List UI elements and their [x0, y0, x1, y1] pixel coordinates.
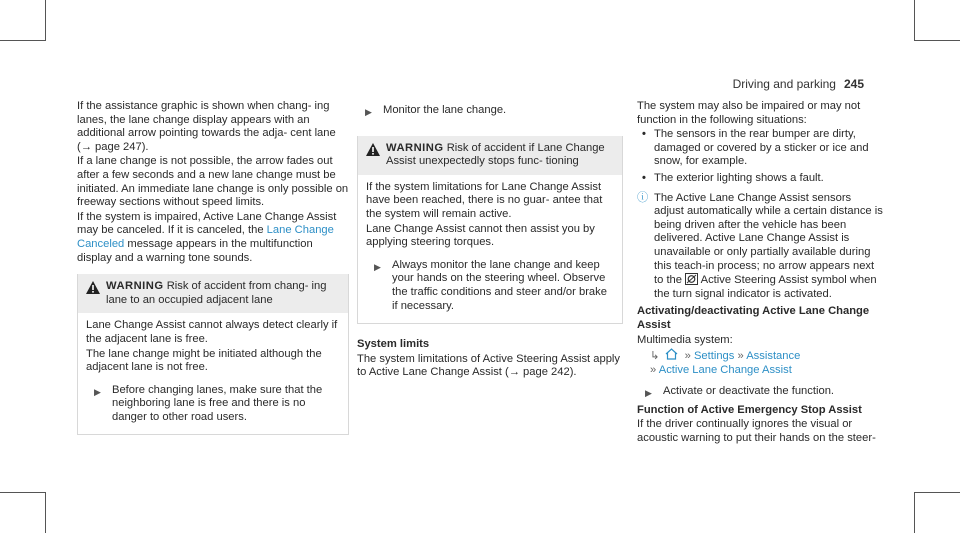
page-ref[interactable]: page 247).	[95, 140, 149, 153]
paragraph: If a lane change is not possible, the arrow fades out after a few seconds and a new lane change must be initiated. An immediate lane change is only possible on freeway sections without speed limits.	[77, 155, 349, 209]
text: message appears in the multifunction display and a warning tone sounds.	[77, 237, 313, 264]
instruction-step	[357, 104, 623, 118]
section-title: Driving and parking	[732, 77, 836, 91]
bullet: •	[642, 171, 646, 184]
list-item-text: The exterior lighting shows a fault.	[654, 171, 824, 184]
step-text: Activate or deactivate the function.	[663, 385, 835, 398]
column-2	[357, 100, 623, 381]
instruction-step	[86, 384, 340, 425]
section-heading: Function of Active Emergency Stop Assist	[637, 403, 862, 416]
paragraph: If the driver continually ignores the visual or acoustic warning to put their hands on the steer‐	[637, 418, 876, 445]
crop-mark	[45, 0, 46, 41]
menu-path-arrow-icon: ↳	[650, 350, 660, 363]
step-text: Always monitor the lane change and keep your hands on the steering wheel. Observe the traffic conditions and steer and/or brake if necessary.	[392, 258, 607, 312]
chevron-icon: »	[684, 350, 691, 363]
page-ref-arrow: →	[80, 140, 92, 153]
list-item	[637, 172, 883, 186]
menu-assistance: Assistance	[746, 350, 801, 363]
note-text: Active Steering Assist symbol when the turn signal indicator is activated.	[654, 274, 877, 300]
crop-mark	[914, 40, 960, 41]
step-text: Before changing lanes, make sure that the neighboring lane is free and there is no danger to other road users.	[112, 383, 323, 423]
instruction-step	[637, 385, 883, 399]
crop-mark	[0, 492, 46, 493]
info-icon: ⓘ	[637, 191, 649, 204]
paragraph: The system may also be impaired or may not function in the following situations:	[637, 100, 861, 126]
page-number: 245	[843, 77, 864, 91]
warning-title: Risk of accident if Lane Change Assist unexpectedly stops func‐ tioning	[386, 141, 605, 168]
page-ref-arrow: →	[508, 366, 520, 379]
list-item-text: The sensors in the rear bumper are dirty, damaged or covered by a sticker or ice and snow, for example.	[654, 128, 869, 168]
instruction-step	[366, 259, 614, 313]
section-heading: Activating/deactivating Active Lane Change Assist	[637, 305, 870, 331]
paragraph: The lane change might be initiated although the adjacent lane is not free.	[86, 347, 322, 374]
paragraph: Multimedia system:	[637, 333, 733, 346]
column-1	[77, 100, 349, 435]
crop-mark	[914, 492, 915, 533]
section-heading: System limits	[357, 338, 430, 351]
step-arrow-icon: ▶	[365, 107, 372, 117]
warning-box	[77, 274, 349, 435]
step-arrow-icon: ▶	[374, 261, 381, 272]
paragraph: Lane Change Assist cannot then assist you by applying steering torques.	[366, 222, 595, 249]
home-icon	[665, 348, 678, 360]
crop-mark	[914, 492, 960, 493]
warning-title: Risk of accident from chang‐ ing lane to an occupied adjacent lane	[106, 280, 327, 306]
paragraph: If the system limitations for Lane Change Assist have been reached, there is no guar‐ antee that the system will remain active.	[366, 180, 603, 220]
warning-header	[78, 274, 348, 313]
warning-header	[358, 136, 622, 175]
bullet: •	[642, 128, 646, 141]
text: If the assistance graphic is shown when chang‐ ing lanes, the lane change display appears with an additional arrow pointing towards the adja‐ cent lane (	[77, 100, 336, 153]
warning-triangle-icon	[86, 281, 100, 294]
note-block	[637, 192, 883, 302]
page-ref[interactable]: page 242).	[523, 366, 577, 379]
step-arrow-icon: ▶	[94, 386, 101, 397]
chevron-icon: »	[650, 363, 657, 376]
column-3	[637, 100, 883, 447]
list-item	[637, 128, 883, 169]
paragraph	[77, 100, 349, 154]
warning-triangle-icon	[366, 143, 380, 156]
warning-label: WARNING	[386, 141, 444, 154]
note-text: The Active Lane Change Assist sensors adjust automatically while a certain distance is being driven after the vehicle has been delivered. Active Lane Change Assist is unavailable or only partially available during this teach-in process; no arrow appears next to the	[654, 191, 883, 287]
warning-box	[357, 136, 623, 325]
page-header	[733, 77, 864, 91]
paragraph	[77, 211, 349, 265]
menu-active-lane-change-assist: Active Lane Change Assist	[658, 363, 792, 376]
steering-assist-icon	[685, 273, 698, 285]
paragraph: Lane Change Assist cannot always detect clearly if the adjacent lane is free.	[86, 319, 338, 345]
display-message-link: Lane Change Canceled	[77, 224, 334, 250]
warning-label: WARNING	[106, 280, 164, 293]
menu-path	[637, 348, 883, 377]
crop-mark	[45, 492, 46, 533]
step-arrow-icon: ▶	[645, 388, 652, 399]
menu-settings: Settings	[693, 350, 735, 363]
text: If the system is impaired, Active Lane Change Assist may be canceled. If it is canceled, the	[77, 210, 337, 237]
text: The system limitations of Active Steering Assist apply to Active Lane Change Assist (	[357, 352, 621, 379]
paragraph	[357, 353, 623, 380]
chevron-icon: »	[737, 350, 744, 363]
crop-mark	[914, 0, 915, 41]
step-text: Monitor the lane change.	[383, 104, 507, 116]
crop-mark	[0, 40, 46, 41]
